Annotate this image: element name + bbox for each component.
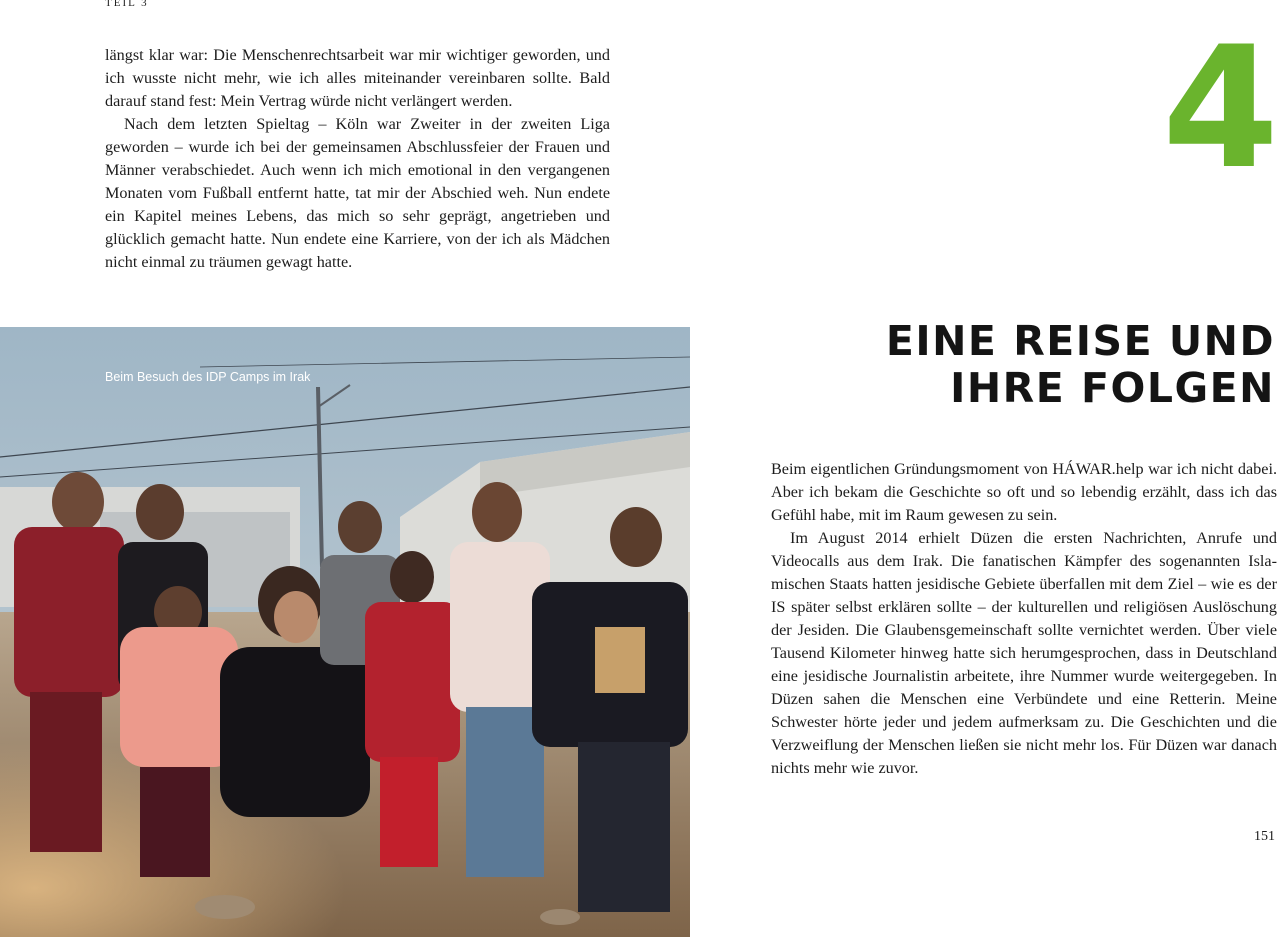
chapter-number: 4 <box>1162 10 1275 206</box>
photo-caption: Beim Besuch des IDP Camps im Irak <box>105 370 311 384</box>
chapter-title-line: EINE REISE UND <box>885 317 1275 365</box>
camp-photo <box>0 327 690 937</box>
page-number: 151 <box>1254 829 1275 844</box>
camp-photo-illustration <box>0 327 690 937</box>
paragraph: Beim eigentlichen Gründungsmoment von HÁWAR.help war ich nicht dabei. Aber ich bekam die Geschichte so oft und so lebendig erzählt, dass ich das Gefühl habe, mit im Raum gewesen zu sein. <box>771 460 1277 524</box>
running-head: TEIL 3 <box>105 0 149 9</box>
left-page-text <box>105 44 610 274</box>
right-page-text <box>771 458 1277 780</box>
chapter-title-line: IHRE FOLGEN <box>950 364 1275 412</box>
paragraph: längst klar war: Die Menschenrechtsarbeit war mir wichtiger geworden, und ich wusste nicht mehr, wie ich alles miteinander vereinbaren sollte. Bald darauf stand fest: Mein Vertrag würde nicht verlängert werden. <box>105 46 610 110</box>
paragraph: Nach dem letzten Spieltag – Köln war Zweiter in der zweiten Liga geworden – wurde ich bei der gemeinsamen Abschlussfeier der Frauen und Männer verabschiedet. Auch wenn ich mich emotional in den vergangenen Monaten vom Fußball entfernt hatte, tat mir der Abschied weh. Nun endete ein Kapitel meines Lebens, das mich so sehr geprägt, angetrieben und glücklich gemacht hatte. Nun endete eine Karriere, von der ich als Mädchen nicht einmal zu träumen gewagt hatte. <box>105 115 610 271</box>
paragraph: Im August 2014 erhielt Düzen die ersten Nachrichten, Anrufe und Videocalls aus dem Irak. Die fanatischen Kämpfer des sogenannten Islamischen Staats hatten jesidische Gebiete überfallen mit dem Ziel – wie es der IS später selbst erklären sollte – der kulturellen und religiösen Auslöschung der Jesiden. Die Glaubensgemeinschaft sollte vernichtet werden. Über viele Tausend Kilometer hinweg hatte sich herumgesprochen, dass in Deutschland eine jesidische Journalistin arbeitete, ihre Nummer wurde weitergegeben. In Düzen sahen die Menschen eine Verbündete und eine Retterin. Meine Schwester hörte jeder und jedem aufmerksam zu. Die Geschichten und die Verzweiflung der Menschen ließen sie nicht mehr los. Für Düzen war danach nichts mehr wie zuvor. <box>771 529 1277 777</box>
chapter-title <box>855 318 1275 412</box>
